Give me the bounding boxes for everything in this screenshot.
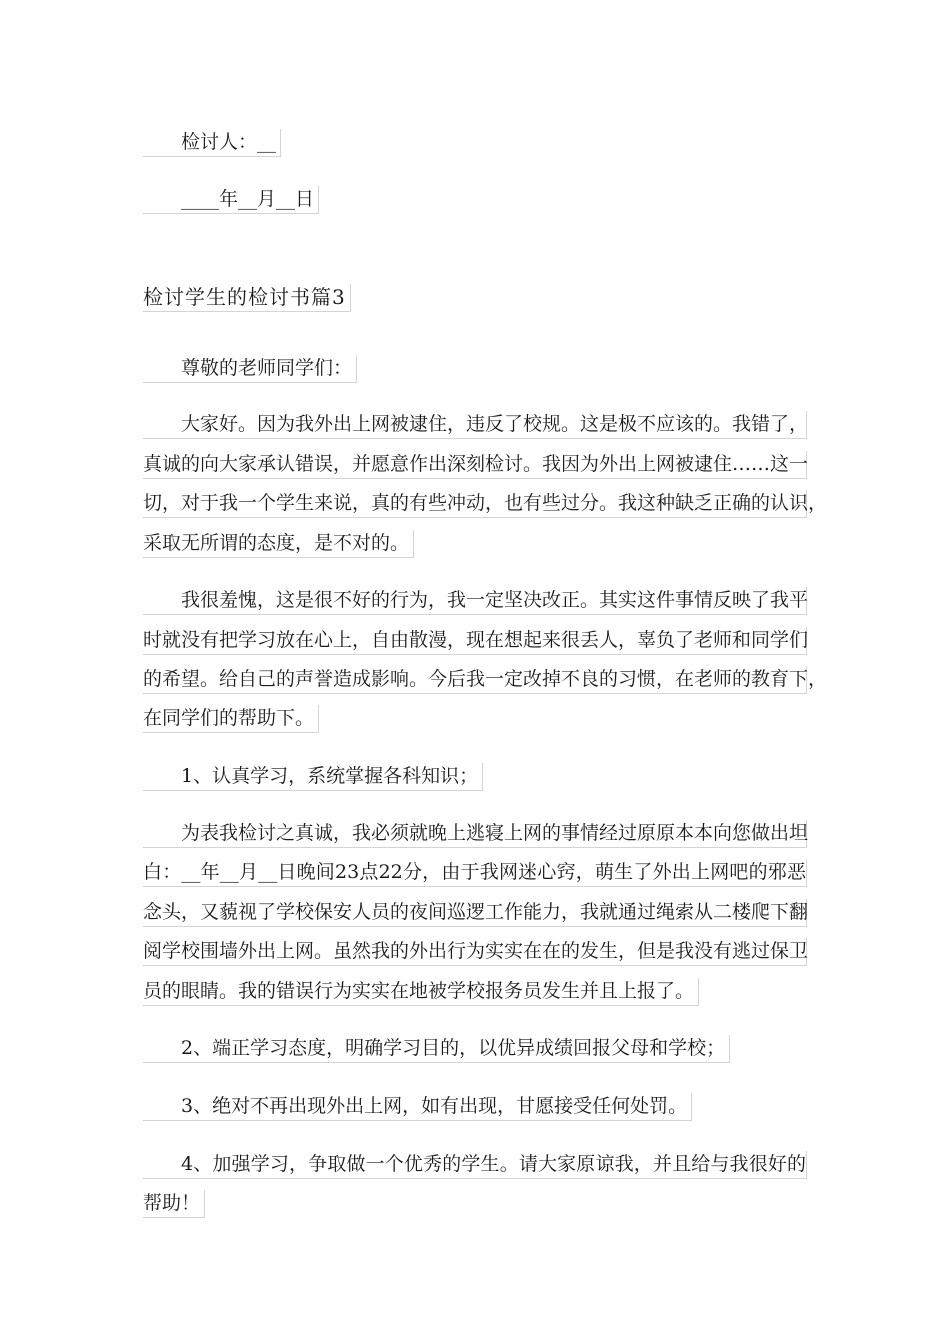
reviewer-signature-line: 检讨人：__	[143, 129, 281, 157]
greeting: 尊敬的老师同学们：	[143, 355, 357, 383]
paragraph2-line: 时就没有把学习放在心上，自由散漫，现在想起来很丢人，辜负了老师和同学们	[143, 627, 807, 655]
paragraph2-line: 我很羞愧，这是很不好的行为，我一定坚决改正。其实这件事情反映了我平	[143, 587, 807, 615]
paragraph3-line: 白：__年__月__日晚间23点22分，由于我网迷心窍，萌生了外出上网吧的邪恶	[143, 859, 807, 887]
paragraph3-line: 阅学校围墙外出上网。虽然我的外出行为实实在在的发生，但是我没有逃过保卫	[143, 938, 807, 966]
paragraph1-line: 真诚的向大家承认错误，并愿意作出深刻检讨。我因为外出上网被逮住……这一	[143, 451, 807, 479]
paragraph3-line: 念头，又藐视了学校保安人员的夜间巡逻工作能力，我就通过绳索从二楼爬下翻	[143, 899, 807, 927]
paragraph3-line: 为表我检讨之真诚，我必须就晚上逃寝上网的事情经过原原本本向您做出坦	[143, 820, 807, 848]
paragraph3-line: 员的眼睛。我的错误行为实实在地被学校报务员发生并且上报了。	[143, 978, 699, 1006]
paragraph1-line: 切，对于我一个学生来说，真的有些冲动，也有些过分。我这种缺乏正确的认识，	[143, 490, 807, 518]
list-item-2: 2、端正学习态度，明确学习目的，以优异成绩回报父母和学校；	[143, 1035, 730, 1063]
list-item-4-line: 4、加强学习，争取做一个优秀的学生。请大家原谅我，并且给与我很好的	[143, 1151, 807, 1179]
date-line: ____年__月__日	[143, 186, 319, 214]
list-item-3: 3、绝对不再出现外出上网，如有出现，甘愿接受任何处罚。	[143, 1093, 692, 1121]
list-item-1: 1、认真学习，系统掌握各科知识；	[143, 763, 483, 791]
paragraph2-line: 的希望。给自己的声誉造成影响。今后我一定改掉不良的习惯，在老师的教育下，	[143, 666, 807, 694]
list-item-4-line: 帮助！	[143, 1190, 205, 1218]
paragraph2-line: 在同学们的帮助下。	[143, 705, 319, 733]
paragraph1-line: 大家好。因为我外出上网被逮住，违反了校规。这是极不应该的。我错了，	[143, 411, 807, 439]
section-title: 检讨学生的检讨书篇3	[143, 284, 351, 312]
paragraph1-line: 采取无所谓的态度，是不对的。	[143, 530, 414, 558]
